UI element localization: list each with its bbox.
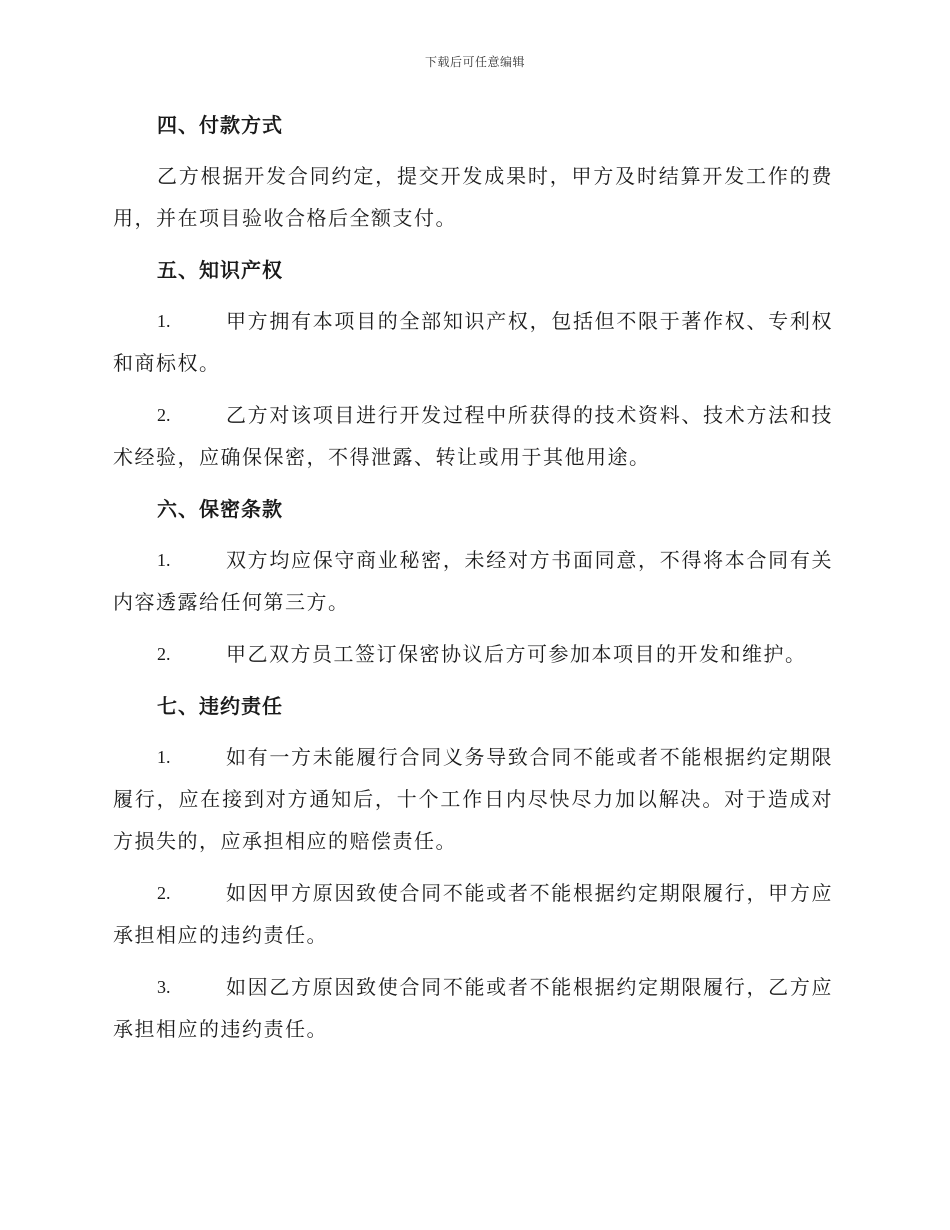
- document-body: [113, 104, 833, 1060]
- item-number: 2.: [157, 883, 171, 903]
- item-text: 乙方对该项目进行开发过程中所获得的技术资料、技术方法和技术经验，应确保保密，不得泄露、转让或用于其他用途。: [113, 403, 833, 469]
- list-item: [113, 394, 833, 478]
- item-number: 2.: [157, 405, 171, 425]
- item-number: 3.: [157, 977, 171, 997]
- list-item: [113, 872, 833, 956]
- list-item: [113, 633, 833, 675]
- item-text: 如因乙方原因致使合同不能或者不能根据约定期限履行，乙方应承担相应的违约责任。: [113, 975, 833, 1041]
- section-paragraph-payment: 乙方根据开发合同约定，提交开发成果时，甲方及时结算开发工作的费用，并在项目验收合格后全额支付。: [113, 164, 833, 230]
- item-text: 甲乙双方员工签订保密协议后方可参加本项目的开发和维护。: [226, 642, 807, 666]
- item-number: 1.: [157, 747, 171, 767]
- item-text: 如因甲方原因致使合同不能或者不能根据约定期限履行，甲方应承担相应的违约责任。: [113, 881, 833, 947]
- item-text: 如有一方未能履行合同义务导致合同不能或者不能根据约定期限履行，应在接到对方通知后，十个工作日内尽快尽力加以解决。对于造成对方损失的，应承担相应的赔偿责任。: [113, 745, 833, 853]
- item-number: 1.: [157, 311, 171, 331]
- item-text: 甲方拥有本项目的全部知识产权，包括但不限于著作权、专利权和商标权。: [113, 309, 833, 375]
- item-number: 1.: [157, 550, 171, 570]
- section-heading-liability: 七、违约责任: [157, 694, 283, 718]
- list-item: [113, 966, 833, 1050]
- list-item: [113, 539, 833, 623]
- list-item: [113, 736, 833, 862]
- item-text: 双方均应保守商业秘密，未经对方书面同意，不得将本合同有关内容透露给任何第三方。: [113, 548, 833, 614]
- section-heading-payment: 四、付款方式: [157, 113, 283, 137]
- section-heading-confidentiality: 六、保密条款: [157, 497, 283, 521]
- item-number: 2.: [157, 644, 171, 664]
- header-note: 下载后可任意编辑: [424, 55, 525, 69]
- list-item: [113, 300, 833, 384]
- section-heading-ip: 五、知识产权: [157, 258, 283, 282]
